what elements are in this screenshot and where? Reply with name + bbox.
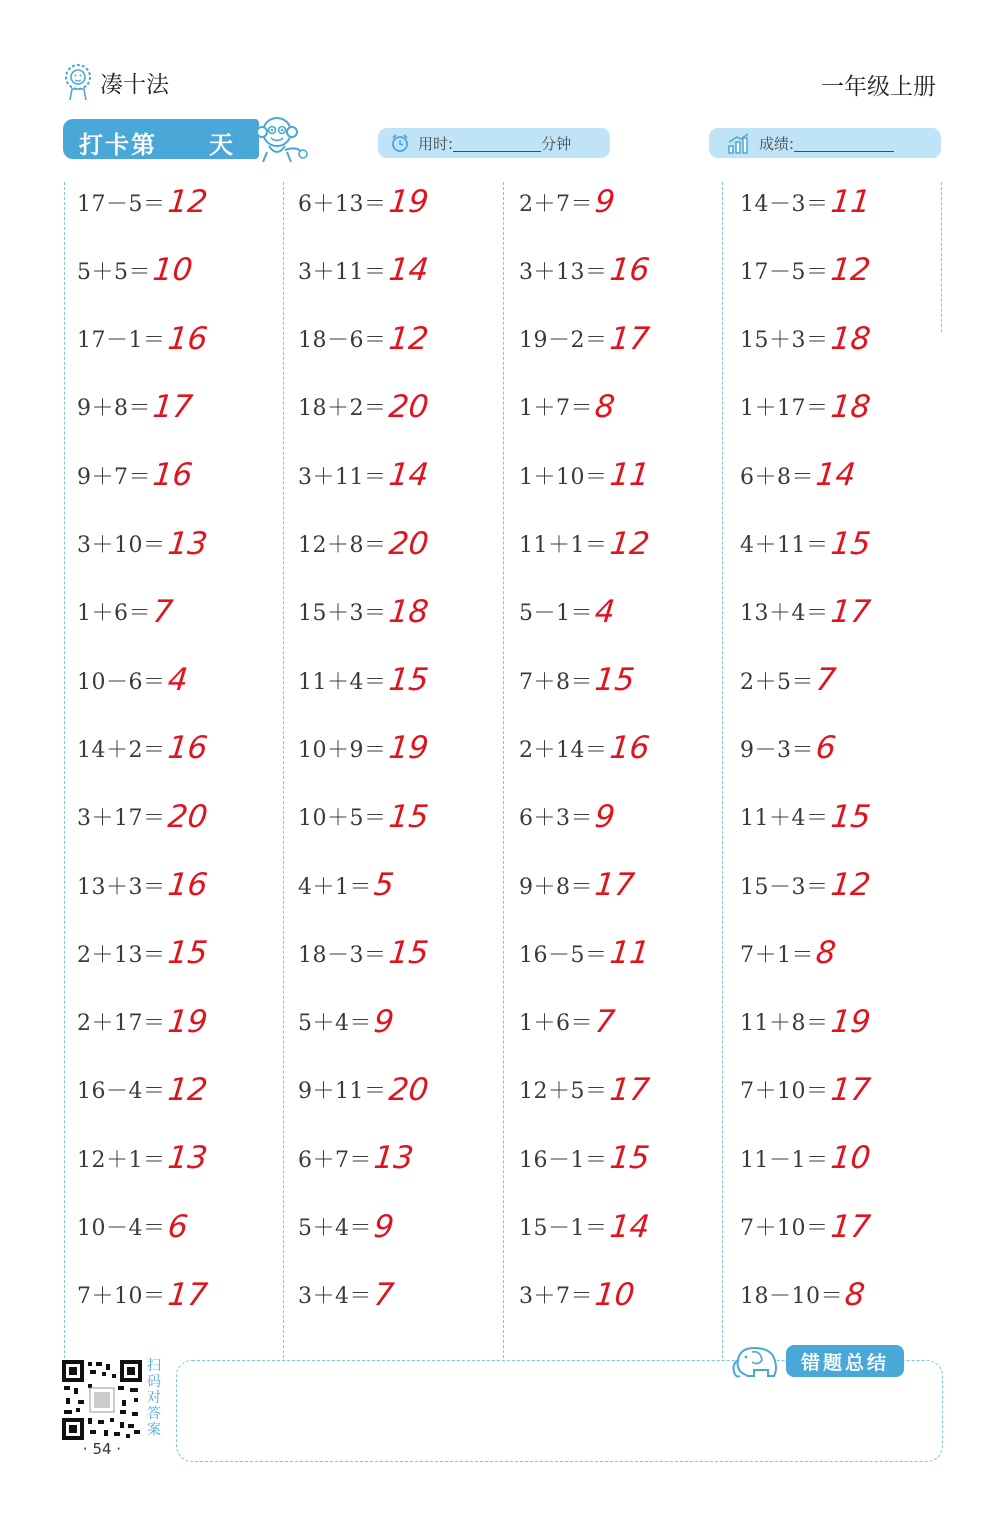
handwritten-answer[interactable]: 16: [607, 252, 651, 289]
elephant-icon: [730, 1340, 788, 1382]
problem-item: [519, 522, 649, 566]
problem-expression: 18－6＝: [298, 328, 387, 354]
problem-item: [77, 1205, 190, 1249]
qr-code-icon[interactable]: [62, 1360, 142, 1440]
problem-item: [298, 658, 428, 702]
problem-expression: 12＋5＝: [519, 1079, 608, 1105]
handwritten-answer[interactable]: 12: [165, 184, 209, 220]
problem-item: [77, 590, 173, 634]
problem-expression: 16－5＝: [519, 942, 608, 968]
handwritten-answer[interactable]: 15: [386, 935, 430, 972]
problem-item: [519, 590, 615, 634]
handwritten-answer[interactable]: 19: [165, 1003, 209, 1040]
problem-item: [77, 385, 195, 429]
handwritten-answer[interactable]: 9: [372, 1208, 396, 1245]
problem-item: [298, 590, 428, 634]
problem-expression: 11＋8＝: [740, 1011, 829, 1037]
score-blank[interactable]: [794, 135, 894, 152]
problem-item: [519, 795, 615, 839]
handwritten-answer[interactable]: 18: [828, 388, 872, 425]
problem-expression: 16－1＝: [519, 1147, 608, 1173]
problem-expression: 6＋7＝: [298, 1147, 372, 1173]
handwritten-answer[interactable]: 12: [607, 525, 651, 562]
problem-item: [298, 385, 428, 429]
handwritten-answer[interactable]: 14: [386, 457, 430, 494]
problem-expression: 7＋10＝: [740, 1079, 829, 1105]
problem-expression: 5＋5＝: [77, 259, 151, 285]
problem-item: [77, 1000, 207, 1044]
problem-item: [298, 726, 428, 770]
qr-caption: 扫码对答案: [147, 1358, 161, 1438]
problem-item: [298, 522, 428, 566]
problem-item: [740, 1136, 870, 1180]
problem-item: [740, 726, 836, 770]
handwritten-answer[interactable]: 13: [165, 1140, 209, 1177]
problem-expression: 2＋7＝: [519, 191, 593, 217]
problem-expression: 2＋14＝: [519, 737, 608, 763]
handwritten-answer[interactable]: 20: [386, 1071, 430, 1108]
time-blank[interactable]: [453, 135, 541, 152]
time-field: [378, 128, 610, 158]
handwritten-answer[interactable]: 4: [593, 593, 617, 630]
handwritten-answer[interactable]: 9: [593, 798, 617, 835]
problem-expression: 5＋4＝: [298, 1011, 372, 1037]
score-field: [709, 128, 941, 158]
problem-expression: 1＋6＝: [519, 1011, 593, 1037]
problem-expression: 9＋7＝: [77, 464, 151, 490]
problem-item: [519, 453, 649, 497]
handwritten-answer[interactable]: 18: [386, 593, 430, 630]
mistake-summary-label: 错题总结: [786, 1345, 904, 1377]
problem-item: [298, 453, 428, 497]
handwritten-answer[interactable]: 11: [828, 184, 872, 220]
problem-item: [519, 931, 649, 975]
problem-item: [740, 180, 870, 224]
problem-expression: 1＋10＝: [519, 464, 608, 490]
handwritten-answer[interactable]: 20: [165, 798, 209, 835]
problem-expression: 15－1＝: [519, 1216, 608, 1241]
handwritten-answer[interactable]: 6: [165, 1208, 190, 1245]
handwritten-answer[interactable]: 14: [386, 252, 430, 289]
score-label: 成绩:: [759, 134, 795, 153]
handwritten-answer[interactable]: 12: [828, 867, 872, 903]
problem-expression: 10－6＝: [77, 669, 166, 695]
handwritten-answer[interactable]: 12: [828, 252, 872, 289]
problem-expression: 2＋17＝: [77, 1011, 166, 1037]
problem-item: [519, 317, 649, 361]
problem-item: [519, 658, 637, 702]
handwritten-answer[interactable]: 10: [151, 252, 195, 289]
problem-expression: 10＋9＝: [298, 737, 387, 763]
handwritten-answer[interactable]: 18: [828, 320, 872, 357]
problem-item: [77, 317, 207, 361]
handwritten-answer[interactable]: 14: [814, 457, 858, 494]
problem-expression: 10＋5＝: [298, 806, 387, 832]
problem-item: [740, 1273, 865, 1317]
handwritten-answer[interactable]: 13: [165, 525, 209, 562]
book-title: 一年级上册: [821, 74, 936, 100]
problem-expression: 3＋13＝: [519, 259, 608, 285]
handwritten-answer[interactable]: 8: [593, 388, 617, 425]
problem-item: [519, 726, 649, 770]
handwritten-answer[interactable]: 6: [814, 730, 838, 767]
problem-item: [519, 1205, 649, 1249]
handwritten-answer[interactable]: 15: [828, 525, 872, 562]
problem-item: [77, 180, 207, 224]
problem-item: [77, 453, 195, 497]
handwritten-answer[interactable]: 9: [372, 1003, 396, 1040]
problem-expression: 6＋8＝: [740, 464, 814, 490]
handwritten-answer[interactable]: 17: [828, 1071, 872, 1108]
problem-item: [519, 863, 637, 907]
checkin-banner: [63, 119, 259, 159]
handwritten-answer[interactable]: 11: [607, 935, 651, 972]
problem-item: [298, 1000, 394, 1044]
problem-item: [77, 931, 207, 975]
problem-expression: 1＋6＝: [77, 601, 151, 627]
problem-expression: 2＋5＝: [740, 669, 814, 695]
problem-item: [77, 658, 190, 702]
column-divider: [722, 182, 723, 1358]
problem-expression: 3＋10＝: [77, 533, 166, 558]
handwritten-answer[interactable]: 8: [814, 935, 838, 972]
problem-item: [740, 453, 858, 497]
problem-expression: 3＋7＝: [519, 1284, 593, 1310]
handwritten-answer[interactable]: 15: [386, 662, 430, 699]
column-divider: [503, 182, 504, 1358]
handwritten-answer[interactable]: 15: [386, 798, 430, 835]
problem-expression: 11＋4＝: [298, 669, 387, 695]
handwritten-answer[interactable]: 17: [828, 593, 872, 630]
problem-expression: 3＋11＝: [298, 259, 387, 285]
checkin-suffix: 天: [209, 131, 233, 159]
problem-item: [298, 1205, 394, 1249]
problem-expression: 4＋11＝: [740, 533, 829, 558]
alarm-clock-icon: [390, 133, 410, 153]
handwritten-answer[interactable]: 8: [843, 1276, 867, 1313]
lion-logo-icon: [62, 62, 94, 102]
bar-chart-icon: [727, 132, 751, 154]
problem-expression: 4＋1＝: [298, 874, 372, 900]
problem-item: [298, 1273, 394, 1317]
handwritten-answer[interactable]: 17: [593, 867, 637, 903]
column-divider: [64, 182, 65, 1358]
problem-item: [77, 863, 207, 907]
problem-expression: 14＋2＝: [77, 737, 166, 763]
problem-expression: 7＋10＝: [740, 1216, 829, 1241]
handwritten-answer[interactable]: 17: [828, 1208, 872, 1245]
problem-item: [740, 590, 870, 634]
problem-item: [298, 248, 428, 292]
handwritten-answer[interactable]: 4: [165, 662, 190, 699]
problem-expression: 12＋1＝: [77, 1147, 166, 1173]
problem-expression: 1＋17＝: [740, 396, 829, 422]
handwritten-answer[interactable]: 17: [607, 1071, 651, 1108]
problem-item: [740, 1068, 870, 1112]
problem-item: [298, 317, 428, 361]
handwritten-answer[interactable]: 15: [593, 662, 637, 699]
handwritten-answer[interactable]: 16: [165, 730, 209, 767]
handwritten-answer[interactable]: 11: [607, 457, 651, 494]
problem-item: [740, 931, 836, 975]
problem-expression: 10－4＝: [77, 1216, 166, 1241]
time-unit: 分钟: [541, 134, 572, 153]
problem-item: [77, 1273, 207, 1317]
problem-expression: 17－5＝: [77, 191, 166, 217]
problem-expression: 2＋13＝: [77, 942, 166, 968]
problem-item: [298, 795, 428, 839]
problem-item: [77, 1068, 207, 1112]
problem-expression: 9＋8＝: [519, 874, 593, 900]
problem-item: [298, 1136, 416, 1180]
problem-expression: 17－5＝: [740, 259, 829, 285]
problem-expression: 16－4＝: [77, 1079, 166, 1105]
handwritten-answer[interactable]: 19: [828, 1003, 872, 1040]
checkin-prefix: 打卡第: [79, 131, 157, 159]
brand-header: [62, 60, 169, 104]
problem-expression: 6＋3＝: [519, 806, 593, 832]
column-divider: [283, 182, 284, 1358]
problem-item: [740, 863, 870, 907]
problem-expression: 3＋11＝: [298, 464, 387, 490]
handwritten-answer[interactable]: 17: [151, 388, 195, 425]
problem-expression: 18＋2＝: [298, 396, 387, 422]
handwritten-answer[interactable]: 16: [607, 730, 651, 767]
problem-item: [298, 180, 428, 224]
handwritten-answer[interactable]: 19: [386, 730, 430, 767]
problem-expression: 15＋3＝: [298, 601, 387, 627]
monkey-mascot-icon: [253, 112, 309, 166]
problem-item: [77, 1136, 207, 1180]
problem-expression: 7＋1＝: [740, 942, 814, 968]
problem-expression: 15＋3＝: [740, 328, 829, 354]
handwritten-answer[interactable]: 16: [165, 867, 209, 903]
problem-expression: 13＋4＝: [740, 601, 829, 627]
problem-item: [519, 248, 649, 292]
handwritten-answer[interactable]: 17: [607, 320, 651, 357]
problem-item: [519, 1273, 637, 1317]
problem-expression: 15－3＝: [740, 874, 829, 900]
handwritten-answer[interactable]: 20: [386, 388, 430, 425]
problem-item: [519, 180, 615, 224]
problem-expression: 14－3＝: [740, 191, 829, 217]
handwritten-answer[interactable]: 20: [386, 525, 430, 562]
problem-item: [740, 1000, 870, 1044]
problem-expression: 11－1＝: [740, 1147, 829, 1173]
problem-expression: 13＋3＝: [77, 874, 166, 900]
handwritten-answer[interactable]: 19: [386, 184, 430, 220]
handwritten-answer[interactable]: 12: [165, 1071, 209, 1108]
problem-expression: 12＋8＝: [298, 533, 387, 558]
handwritten-answer[interactable]: 14: [607, 1208, 651, 1245]
handwritten-answer[interactable]: 9: [593, 184, 617, 220]
handwritten-answer[interactable]: 15: [607, 1140, 651, 1177]
problem-item: [519, 1000, 615, 1044]
problem-expression: 11＋1＝: [519, 533, 608, 558]
problem-item: [77, 726, 207, 770]
problem-expression: 18－3＝: [298, 942, 387, 968]
problem-expression: 9－3＝: [740, 737, 814, 763]
problem-item: [298, 1068, 428, 1112]
problem-expression: 3＋17＝: [77, 806, 166, 832]
problem-expression: 6＋13＝: [298, 191, 387, 217]
problem-item: [77, 248, 195, 292]
problem-item: [298, 863, 394, 907]
problem-expression: 1＋7＝: [519, 396, 593, 422]
problem-expression: 7＋8＝: [519, 669, 593, 695]
handwritten-answer[interactable]: 16: [165, 320, 209, 357]
problem-item: [740, 317, 870, 361]
problem-expression: 5＋4＝: [298, 1216, 372, 1241]
handwritten-answer[interactable]: 7: [151, 593, 175, 630]
handwritten-answer[interactable]: 7: [814, 662, 838, 699]
problem-item: [740, 522, 870, 566]
time-label: 用时:: [418, 134, 454, 153]
problem-expression: 9＋11＝: [298, 1079, 387, 1105]
brand-title: 凑十法: [100, 71, 169, 98]
problem-expression: 19－2＝: [519, 328, 608, 354]
handwritten-answer[interactable]: 10: [593, 1276, 637, 1313]
problem-item: [740, 658, 836, 702]
column-divider: [941, 182, 942, 332]
handwritten-answer[interactable]: 16: [151, 457, 195, 494]
problem-expression: 5－1＝: [519, 601, 593, 627]
handwritten-answer[interactable]: 15: [828, 798, 872, 835]
handwritten-answer[interactable]: 12: [386, 320, 430, 357]
problem-item: [740, 248, 870, 292]
handwritten-answer[interactable]: 13: [372, 1140, 416, 1177]
problem-item: [519, 1136, 649, 1180]
problem-expression: 3＋4＝: [298, 1284, 372, 1310]
problem-item: [519, 1068, 649, 1112]
problem-item: [77, 795, 207, 839]
handwritten-answer[interactable]: 15: [165, 935, 209, 972]
problem-item: [740, 1205, 870, 1249]
handwritten-answer[interactable]: 7: [593, 1003, 617, 1040]
handwritten-answer[interactable]: 10: [828, 1140, 872, 1177]
problem-item: [298, 931, 428, 975]
problem-expression: 7＋10＝: [77, 1284, 166, 1310]
problem-item: [77, 522, 207, 566]
problem-expression: 9＋8＝: [77, 396, 151, 422]
problem-expression: 18－10＝: [740, 1284, 843, 1310]
handwritten-answer[interactable]: 7: [372, 1276, 396, 1313]
problem-item: [740, 385, 870, 429]
problem-expression: 11＋4＝: [740, 806, 829, 832]
handwritten-answer[interactable]: 17: [165, 1276, 209, 1313]
page-number: · 54 ·: [82, 1440, 122, 1458]
problem-item: [519, 385, 615, 429]
problem-item: [740, 795, 870, 839]
handwritten-answer[interactable]: 5: [372, 867, 396, 903]
problem-expression: 17－1＝: [77, 328, 166, 354]
